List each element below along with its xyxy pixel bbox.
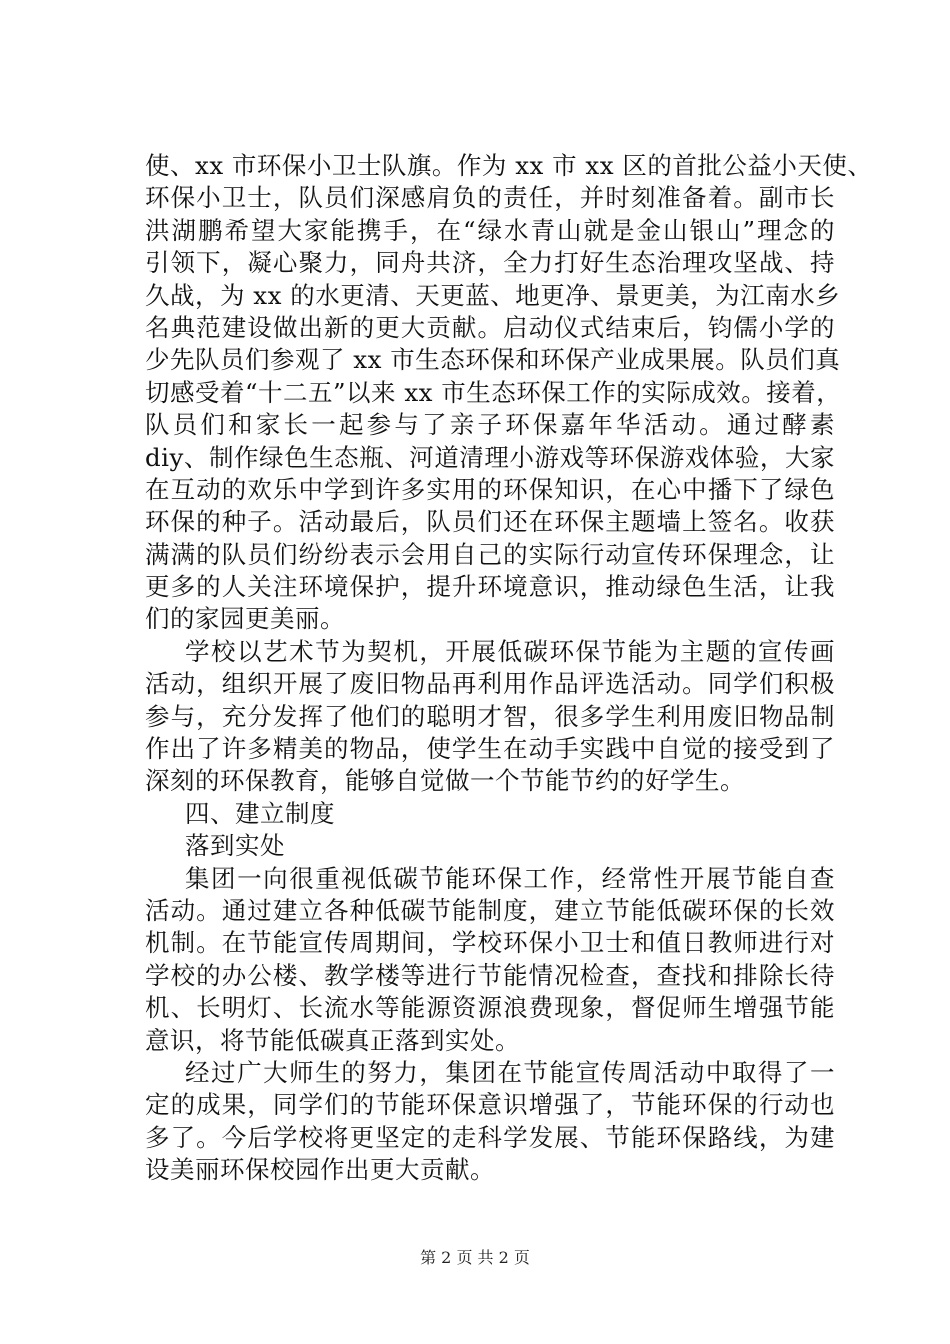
body-line: 深刻的环保教育，能够自觉做一个节能节约的好学生。 xyxy=(145,766,745,796)
document-body xyxy=(145,150,873,1187)
section-subheading: 落到实处 xyxy=(185,831,285,861)
body-line: 意识，将节能低碳真正落到实处。 xyxy=(145,1025,520,1055)
body-line: 集团一向很重视低碳节能环保工作，经常性开展节能自查 xyxy=(185,863,835,893)
body-line: 环保小卫士，队员们深感肩负的责任，并时刻准备着。副市长 xyxy=(145,183,835,213)
body-line: 作出了许多精美的物品，使学生在动手实践中自觉的接受到了 xyxy=(145,734,835,764)
body-line: 更多的人关注环境保护，提升环境意识，推动绿色生活，让我 xyxy=(145,572,835,602)
body-line: 活动。通过建立各种低碳节能制度，建立节能低碳环保的长效 xyxy=(145,895,835,925)
body-line: 队员们和家长一起参与了亲子环保嘉年华活动。通过酵素 xyxy=(145,410,835,440)
body-line: 环保的种子。活动最后，队员们还在环保主题墙上签名。收获 xyxy=(145,507,835,537)
page-number-footer: 第 2 页 共 2 页 xyxy=(420,1248,530,1267)
body-line: 学校以艺术节为契机，开展低碳环保节能为主题的宣传画 xyxy=(185,636,835,666)
body-line: 们的家园更美丽。 xyxy=(145,604,345,634)
body-line: 切感受着“十二五”以来 xx 市生态环保工作的实际成效。接着， xyxy=(145,377,842,407)
body-line: 多了。今后学校将更坚定的走科学发展、节能环保路线，为建 xyxy=(145,1122,835,1152)
body-line: 满满的队员们纷纷表示会用自己的实际行动宣传环保理念，让 xyxy=(145,539,835,569)
body-line: 学校的办公楼、教学楼等进行节能情况检查，查找和排除长待 xyxy=(145,960,835,990)
body-line: 洪湖鹏希望大家能携手，在“绿水青山就是金山银山”理念的 xyxy=(145,215,835,245)
body-line: 久战，为 xx 的水更清、天更蓝、地更净、景更美，为江南水乡 xyxy=(145,280,841,310)
body-line: 少先队员们参观了 xx 市生态环保和环保产业成果展。队员们真 xyxy=(145,345,841,375)
section-heading: 四、建立制度 xyxy=(185,798,335,828)
body-line: 在互动的欢乐中学到许多实用的环保知识，在心中播下了绿色 xyxy=(145,474,835,504)
body-line: 名典范建设做出新的更大贡献。启动仪式结束后，钧儒小学的 xyxy=(145,312,835,342)
body-line: 活动，组织开展了废旧物品再利用作品评选活动。同学们积极 xyxy=(145,669,835,699)
body-line: 机、长明灯、长流水等能源资源浪费现象，督促师生增强节能 xyxy=(145,993,835,1023)
body-line: 参与，充分发挥了他们的聪明才智，很多学生利用废旧物品制 xyxy=(145,701,835,731)
body-line: diy、制作绿色生态瓶、河道清理小游戏等环保游戏体验，大家 xyxy=(145,442,835,472)
body-line: 设美丽环保校园作出更大贡献。 xyxy=(145,1155,495,1185)
body-line: 使、xx 市环保小卫士队旗。作为 xx 市 xx 区的首批公益小天使、 xyxy=(145,151,873,180)
body-line: 机制。在节能宣传周期间，学校环保小卫士和值日教师进行对 xyxy=(145,928,835,958)
body-line: 经过广大师生的努力，集团在节能宣传周活动中取得了一 xyxy=(185,1057,835,1087)
body-line: 定的成果，同学们的节能环保意识增强了，节能环保的行动也 xyxy=(145,1090,835,1120)
body-line: 引领下，凝心聚力，同舟共济，全力打好生态治理攻坚战、持 xyxy=(145,248,835,278)
